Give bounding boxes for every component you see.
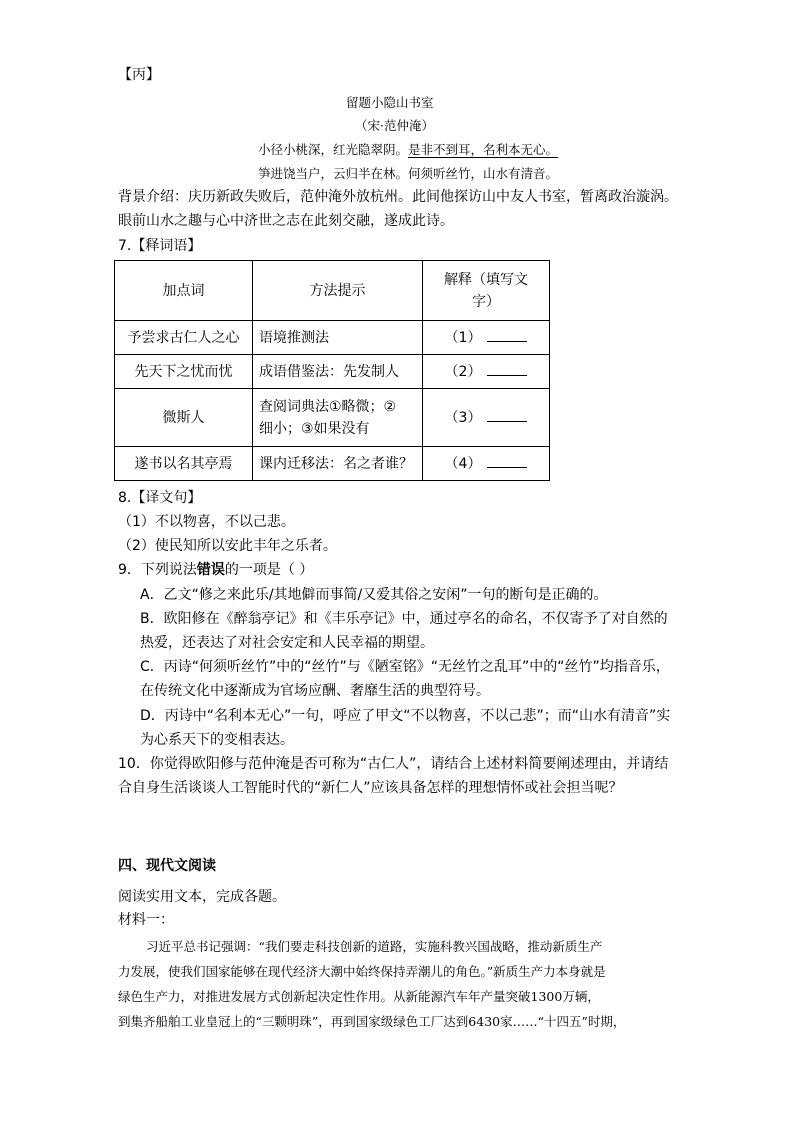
table-header-row: [115, 261, 550, 321]
material-p3: 绿色生产力，对推进发展方式创新起决定性作用。从新能源汽车年产量突破1300万辆，: [118, 989, 600, 1004]
material-p2: 力发展，使我们国家能够在现代经济大潮中始终保持弄潮儿的角色。”新质生产力本身就是: [118, 964, 606, 979]
background-line-1: 背景介绍：庆历新政失败后，范仲淹外放杭州。此间他探访山中友人书室，暂离政治漩涡。: [118, 189, 678, 205]
row4-answer: （4）: [423, 447, 550, 481]
row3-answer: （3）: [423, 389, 550, 447]
table-row: [115, 321, 550, 355]
answer-blank-3[interactable]: [487, 407, 527, 422]
table-row: [115, 389, 550, 447]
answer-blank-1[interactable]: [487, 327, 527, 342]
q9-option-b-line2: 热爱，还表达了对社会安定和人民幸福的期望。: [140, 635, 434, 651]
q7-title: 7.【释词语】: [118, 238, 202, 254]
row1-method: 语境推测法: [253, 321, 423, 355]
row3-method: 查阅词典法①略微；② 细小；③如果没有: [253, 389, 423, 447]
answer-blank-2[interactable]: [487, 361, 527, 376]
q9-emphasis: 错误: [196, 562, 225, 578]
section4-intro: 阅读实用文本，完成各题。: [118, 889, 286, 905]
q9-option-d-line2: 为心系天下的变相表达。: [140, 732, 294, 748]
q9-option-d-line1: D．丙诗中“名利本无心”一句，呼应了甲文“不以物喜，不以己悲”；而“山水有清音”实: [140, 708, 671, 724]
row2-word: 先天下之忧而忧: [115, 355, 253, 389]
q9-option-b-line1: B．欧阳修在《醉翁亭记》和《丰乐亭记》中，通过亭名的命名，不仅寄予了对自然的: [140, 611, 668, 627]
q10-line-1: 10．你觉得欧阳修与范仲淹是否可称为“古仁人”，请结合上述材料简要阐述理由，并请结: [118, 756, 669, 772]
q9-option-a: A．乙文“修之来此乐/其地僻而事简/又爱其俗之安闲”一句的断句是正确的。: [140, 587, 608, 603]
vocab-table: [114, 260, 550, 481]
background-line-2: 眼前山水之趣与心中济世之志在此刻交融，遂成此诗。: [118, 213, 454, 229]
header-word: 加点词: [115, 261, 253, 321]
material-p4: 到集齐船舶工业皇冠上的“三颗明珠”，再到国家级绿色工厂达到6430家……“十四五”时期，: [118, 1014, 626, 1029]
row1-answer: （1）: [423, 321, 550, 355]
answer-blank-4[interactable]: [487, 453, 527, 468]
row4-word: 遂书以名其亭焉: [115, 447, 253, 481]
poem-line-2: 笋进饶当户，云归半在林。何须听丝竹，山水有清音。: [258, 166, 559, 181]
poem-author: （宋·范仲淹）: [355, 118, 434, 133]
header-answer: 解释（填写文 字）: [423, 261, 550, 321]
q9-option-c-line2: 在传统文化中逐渐成为官场应酬、奢靡生活的典型符号。: [140, 683, 490, 699]
material-p1: 习近平总书记强调：“我们要走科技创新的道路，实施科教兴国战略，推动新质生产: [146, 939, 603, 954]
row2-method: 成语借鉴法：先发制人: [253, 355, 423, 389]
q8-title: 8.【译文句】: [118, 490, 202, 506]
header-method: 方法提示: [253, 261, 423, 321]
section-bing-label: 【丙】: [118, 67, 160, 83]
q8-item-2: （2）使民知所以安此丰年之乐者。: [118, 538, 337, 554]
row1-word: 予尝求古仁人之心: [115, 321, 253, 355]
q10-line-2: 合自身生活谈谈人工智能时代的“新仁人”应该具备怎样的理想情怀或社会担当呢？: [118, 780, 623, 796]
row4-method: 课内迁移法：名之者谁？: [253, 447, 423, 481]
row3-word: 微斯人: [115, 389, 253, 447]
section4-heading: 四、现代文阅读: [118, 858, 216, 874]
poem-line-1b-underlined: 是非不到耳，名利本无心。: [408, 142, 559, 157]
q9-option-c-line1: C．丙诗“何须听丝竹”中的“丝竹”与《陋室铭》“无丝竹之乱耳”中的“丝竹”均指音乐，: [140, 659, 670, 675]
poem-line-1a: 小径小桃深，红光隐翠阴。: [258, 142, 409, 157]
q8-item-1: （1）不以物喜，不以己悲。: [118, 514, 295, 530]
row2-answer: （2）: [423, 355, 550, 389]
poem-title: 留题小隐山书室: [346, 95, 434, 110]
poem-line-1: [258, 140, 558, 158]
material-label: 材料一：: [118, 912, 174, 928]
q9-title: 9．下列说法错误的一项是（ ）: [118, 562, 314, 578]
table-row: [115, 447, 550, 481]
table-row: [115, 355, 550, 389]
